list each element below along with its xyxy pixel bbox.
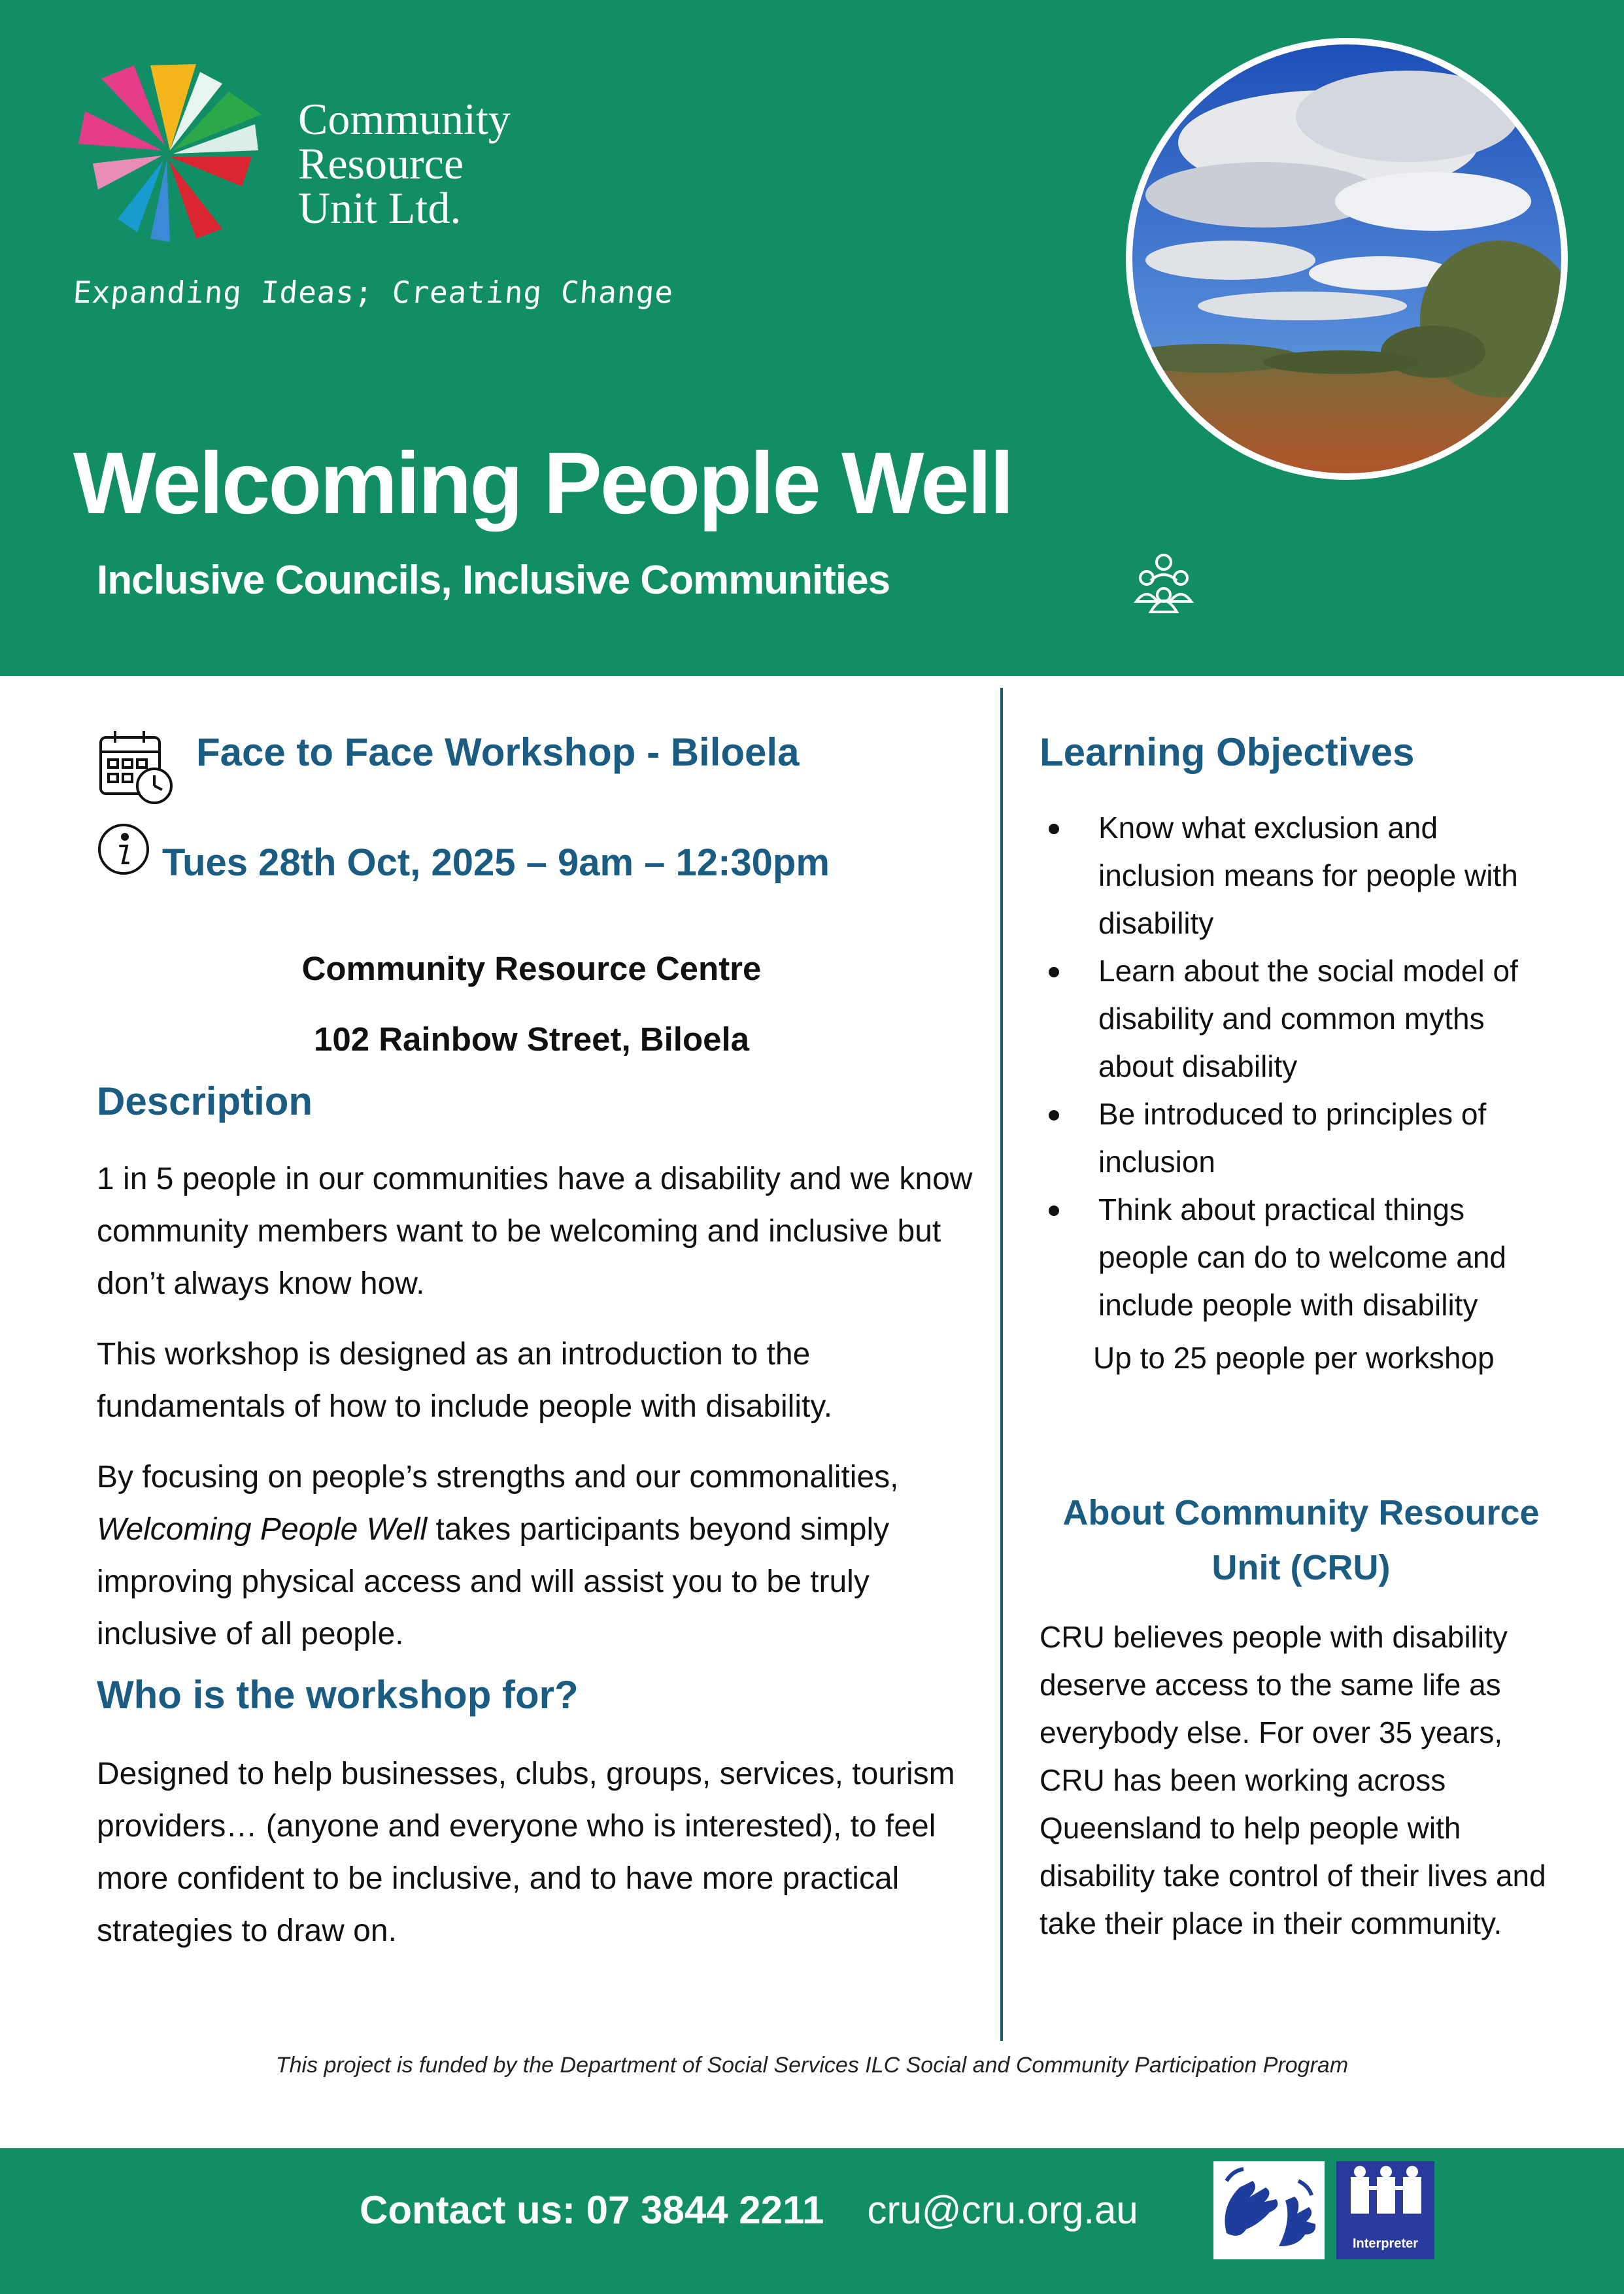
description-paragraph: This workshop is designed as an introduction to the fundamentals of how to include people with disability. xyxy=(97,1337,833,1424)
tagline: Expanding Ideas; Creating Change xyxy=(72,275,675,310)
org-name-line: Unit Ltd. xyxy=(298,183,462,233)
text-span: takes participants beyond simply improving physical access and will assist you to be truly inclusive of all people. xyxy=(97,1512,890,1651)
contact-email-link[interactable]: cru@cru.org.au xyxy=(867,2188,1138,2232)
sign-language-icon xyxy=(1213,2161,1325,2259)
contact-phone[interactable]: Contact us: 07 3844 2211 xyxy=(360,2188,824,2232)
bullet-icon xyxy=(1049,967,1059,977)
emphasised-title: Welcoming People Well xyxy=(97,1512,428,1547)
landscape-image xyxy=(1132,44,1561,473)
venue xyxy=(97,934,966,1075)
description-paragraph xyxy=(97,1451,973,1661)
footer-banner xyxy=(0,2148,1624,2294)
description-heading: Description xyxy=(97,1079,313,1123)
interpreter-label: Interpreter xyxy=(1352,2236,1419,2251)
info-icon xyxy=(97,822,150,876)
list-item-text: Know what exclusion and inclusion means for people with disability xyxy=(1098,811,1518,940)
org-name xyxy=(298,94,573,233)
objectives-list xyxy=(1040,804,1563,1329)
objectives-heading: Learning Objectives xyxy=(1040,730,1415,774)
capacity-note: Up to 25 people per workshop xyxy=(1093,1341,1495,1375)
header-banner xyxy=(0,0,1624,676)
list-item-text: Be introduced to principles of inclusion xyxy=(1098,1097,1487,1179)
text-span: By focusing on people’s strengths and our commonalities, xyxy=(97,1460,899,1494)
about-paragraph: CRU believes people with disability deserve access to the same life as everybody else. For over 35 years, CRU has been working across Queensland to help people with disability take control of their lives and take their place in their community. xyxy=(1040,1620,1546,1940)
list-item xyxy=(1040,947,1563,1090)
list-item-text: Learn about the social model of disability and common myths about disability xyxy=(1098,954,1518,1083)
calendar-clock-icon xyxy=(97,727,177,807)
list-item xyxy=(1040,1186,1563,1329)
about-heading: About Community Resource Unit (CRU) xyxy=(1062,1493,1540,1587)
funding-note: This project is funded by the Department of Social Services ILC Social and Community Participation Program xyxy=(275,2053,1349,2078)
audience-paragraph: Designed to help businesses, clubs, groups, services, tourism providers… (anyone and everyone who is interested), to feel more confident to be inclusive, and to have more practical strategies to draw on. xyxy=(97,1757,955,1948)
list-item-text: Think about practical things people can do to welcome and include people with disability xyxy=(1098,1192,1506,1322)
bullet-icon xyxy=(1049,1110,1059,1121)
interpreter-icon xyxy=(1336,2161,1434,2259)
venue-address: 102 Rainbow Street, Biloela xyxy=(313,1020,750,1058)
org-name-line: Resource xyxy=(298,139,464,188)
event-date-time: Tues 28th Oct, 2025 – 9am – 12:30pm xyxy=(162,841,830,884)
column-divider xyxy=(1000,688,1003,2041)
workshop-title: Face to Face Workshop - Biloela xyxy=(196,730,800,774)
venue-name: Community Resource Centre xyxy=(301,950,762,987)
landscape-photo xyxy=(1126,38,1568,480)
interpreter-figures-icon xyxy=(1336,2161,1434,2233)
people-group-icon xyxy=(1131,549,1196,615)
list-item xyxy=(1040,804,1563,947)
workshop-header xyxy=(97,713,966,884)
bullet-icon xyxy=(1049,1206,1059,1216)
description-paragraph: 1 in 5 people in our communities have a disability and we know community members want to be welcoming and inclusive but don’t always know how. xyxy=(97,1162,973,1301)
audience-heading: Who is the workshop for? xyxy=(97,1673,579,1717)
org-name-line: Community xyxy=(298,94,511,144)
page-subtitle: Inclusive Councils, Inclusive Communities xyxy=(97,558,890,603)
bullet-icon xyxy=(1049,824,1059,834)
contact-info xyxy=(360,2187,1138,2233)
cru-logo-mark xyxy=(72,52,294,248)
list-item xyxy=(1040,1090,1563,1186)
page-title: Welcoming People Well xyxy=(73,435,1013,532)
